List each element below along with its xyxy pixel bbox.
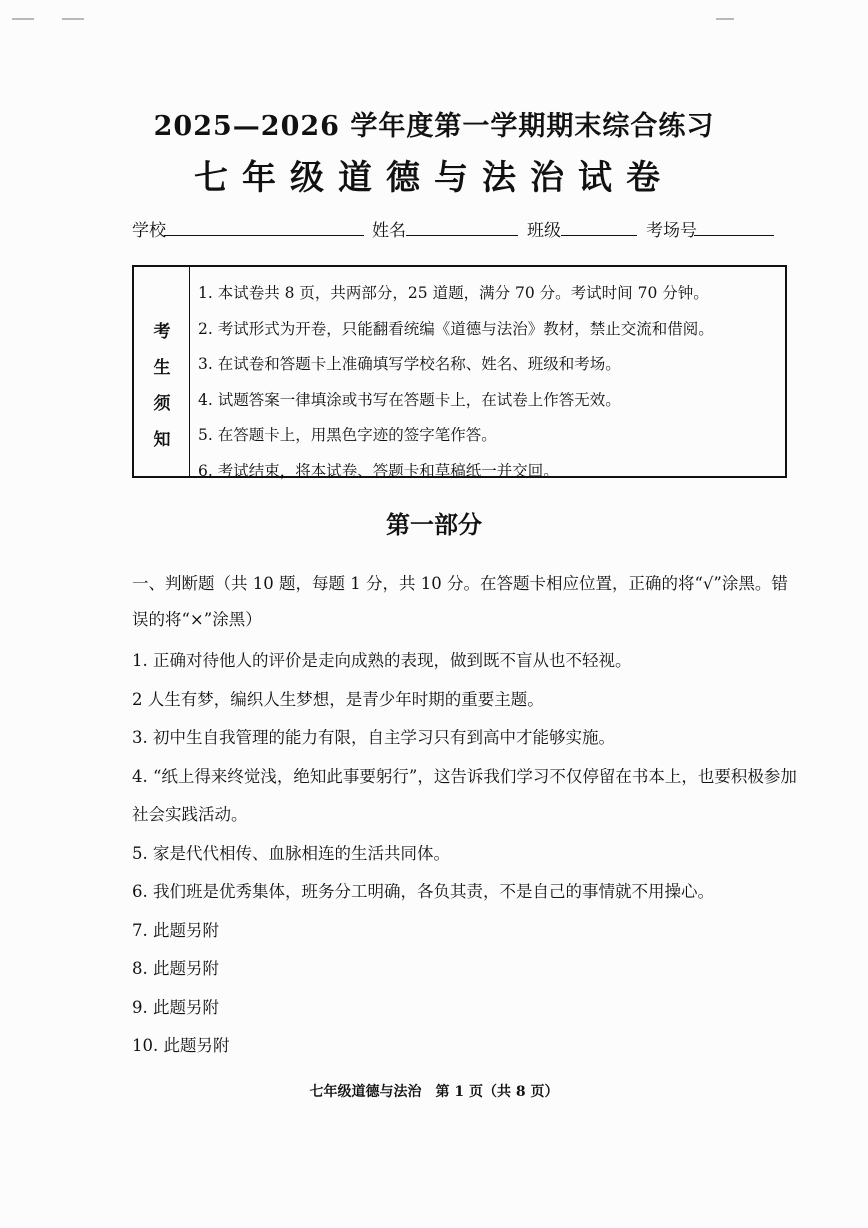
- school-blank[interactable]: [164, 235, 364, 236]
- section-heading: 一、判断题（共 10 题，每题 1 分，共 10 分。在答题卡相应位置，正确的将“√”涂黑。错误的将“×”涂黑）: [132, 574, 788, 629]
- notice-item: 3. 在试卷和答题卡上准确填写学校名称、姓名、班级和考场。: [198, 355, 621, 373]
- notice-side-char: 须: [153, 394, 171, 414]
- room-blank[interactable]: [694, 235, 774, 236]
- question-item: 9. 此题另附: [132, 997, 219, 1017]
- exam-term-title: 2025—2026 学年度第一学期期末综合练习: [153, 111, 715, 142]
- exam-notice-box: [132, 265, 787, 478]
- question-item: 10. 此题另附: [132, 1036, 230, 1055]
- part-one-title: 第一部分: [386, 510, 482, 539]
- notice-item: 4. 试题答案一律填涂或书写在答题卡上，在试卷上作答无效。: [198, 390, 621, 409]
- notice-side-label: [134, 267, 190, 476]
- student-info-row: [132, 216, 777, 242]
- true-false-section: [132, 566, 802, 1066]
- class-label: 班级: [527, 221, 561, 241]
- notice-item: 6. 考试结束，将本试卷、答题卡和草稿纸一并交回。: [198, 461, 559, 480]
- name-blank[interactable]: [406, 235, 518, 236]
- notice-side-char: 考: [153, 322, 171, 342]
- question-item: 8. 此题另附: [132, 959, 219, 978]
- school-label: 学校: [132, 221, 166, 241]
- name-label: 姓名: [372, 221, 406, 241]
- question-item: 1. 正确对待他人的评价是走向成熟的表现，做到既不盲从也不轻视。: [132, 651, 632, 670]
- notice-item: 5. 在答题卡上，用黑色字迹的签字笔作答。: [198, 426, 497, 444]
- scan-mark-left-2: [62, 18, 84, 20]
- question-item: 2 人生有梦，编织人生梦想，是青少年时期的重要主题。: [132, 689, 544, 709]
- class-blank[interactable]: [561, 235, 637, 236]
- page-footer: 七年级道德与法治 第 1 页（共 8 页）: [309, 1084, 559, 1100]
- question-item: 4. “纸上得来终觉浅，绝知此事要躬行”，这告诉我们学习不仅停留在书本上，也要积极参加社会实践活动。: [132, 766, 797, 824]
- question-item: 3. 初中生自我管理的能力有限，自主学习只有到高中才能够实施。: [132, 728, 615, 747]
- scan-mark-right: [716, 18, 734, 20]
- notice-item: 1. 本试卷共 8 页，共两部分，25 道题，满分 70 分。考试时间 70 分钟。: [198, 284, 709, 302]
- question-item: 6. 我们班是优秀集体，班务分工明确，各负其责，不是自己的事情就不用操心。: [132, 882, 714, 901]
- room-label: 考场号: [646, 221, 697, 241]
- question-item: 7. 此题另附: [132, 920, 219, 940]
- notice-items: [198, 281, 714, 494]
- notice-side-char: 生: [153, 358, 171, 378]
- scan-mark-left: [12, 18, 34, 20]
- exam-subject-title: 七年级道德与法治试卷: [194, 158, 674, 198]
- notice-side-char: 知: [153, 430, 171, 450]
- question-item: 5. 家是代代相传、血脉相连的生活共同体。: [132, 843, 450, 863]
- notice-item: 2. 考试形式为开卷，只能翻看统编《道德与法治》教材，禁止交流和借阅。: [198, 319, 714, 338]
